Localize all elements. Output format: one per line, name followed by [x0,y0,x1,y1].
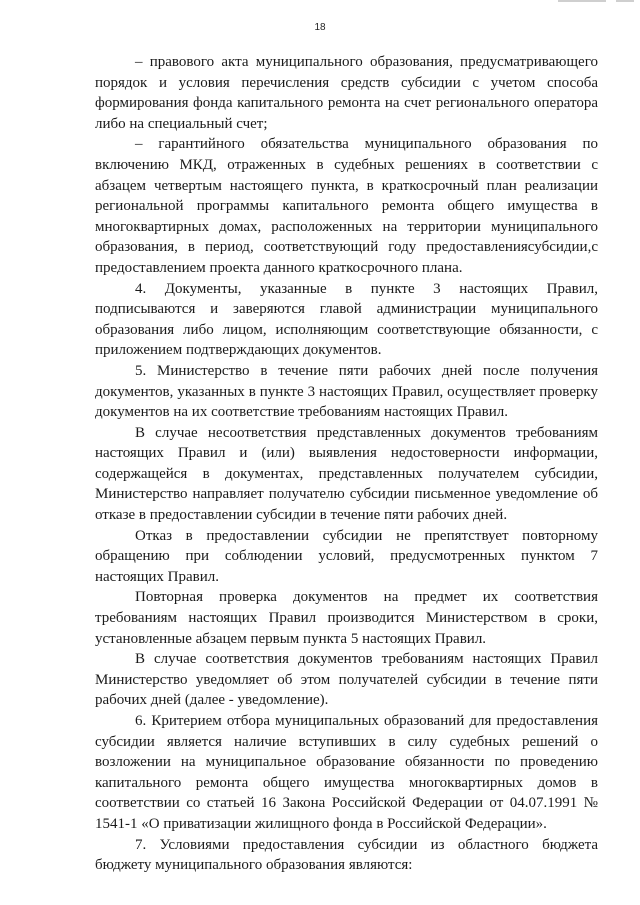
paragraph-legal-act: – правового акта муниципального образования, предусматривающего порядок и условия перечисления средств субсидии с учетом способа формирования фонда капитального ремонта на счет регионального оператора либо на специальный счет; [95,54,598,132]
document-body [95,52,598,876]
scan-edge-mark [558,0,606,2]
paragraph-item-6: 6. Критерием отбора муниципальных образований для предоставления субсидии является наличие вступивших в силу судебных решений о возложении на муниципальное образование обязанности по проведению капитального ремонта общего имущества многоквартирных домов в соответствии со статьей 16 Закона Российской Федерации от 04.07.1991 № 1541-1 «О приватизации жилищного фонда в Российской Федерации». [95,713,598,832]
paragraph-compliance: В случае соответствия документов требованиям настоящих Правил Министерство уведомляет об этом получателей субсидии в течение пяти рабочих дней (далее - уведомление). [95,651,598,709]
page-number: 18 [314,22,326,33]
paragraph-item-5: 5. Министерство в течение пяти рабочих дней после получения документов, указанных в пункте 3 настоящих Правил, осуществляет проверку документов на их соответствие требованиям настоящих Правил. [95,362,598,421]
paragraph-refusal: Отказ в предоставлении субсидии не препятствует повторному обращению при соблюдении условий, предусмотренных пунктом 7 настоящих Правил. [95,527,598,585]
paragraph-guarantee-obligation: – гарантийного обязательства муниципального образования по включению МКД, отраженных в судебных решениях в соответствии с абзацем четвертым настоящего пункта, в краткосрочный план реализации региональной программы капитального ремонта общего имущества в многоквартирных домах, расположенных на территории муниципального образования, в период, соответствующий году предоставлениясубсидии,с предоставлением проекта данного краткосрочного плана. [95,136,598,276]
paragraph-noncompliance: В случае несоответствия представленных документов требованиям настоящих Правил и (или) выявления недостоверности информации, содержащейся в документах, представленных получателем субсидии, Министерство направляет получателю субсидии письменное уведомление об отказе в предоставлении субсидии в течение пяти рабочих дней. [95,424,598,524]
paragraph-item-7: 7. Условиями предоставления субсидии из областного бюджета бюджету муниципального образования являются: [95,836,598,874]
paragraph-repeat-check: Повторная проверка документов на предмет их соответствия требованиям настоящих Правил производится Министерством в сроки, установленные абзацем первым пункта 5 настоящих Правил. [95,589,598,647]
paragraph-item-4: 4. Документы, указанные в пункте 3 настоящих Правил, подписываются и заверяются главой администрации муниципального образования либо лицом, исполняющим соответствующие обязанности, с приложением подтверждающих документов. [95,280,598,359]
scan-edge-mark [616,0,634,2]
